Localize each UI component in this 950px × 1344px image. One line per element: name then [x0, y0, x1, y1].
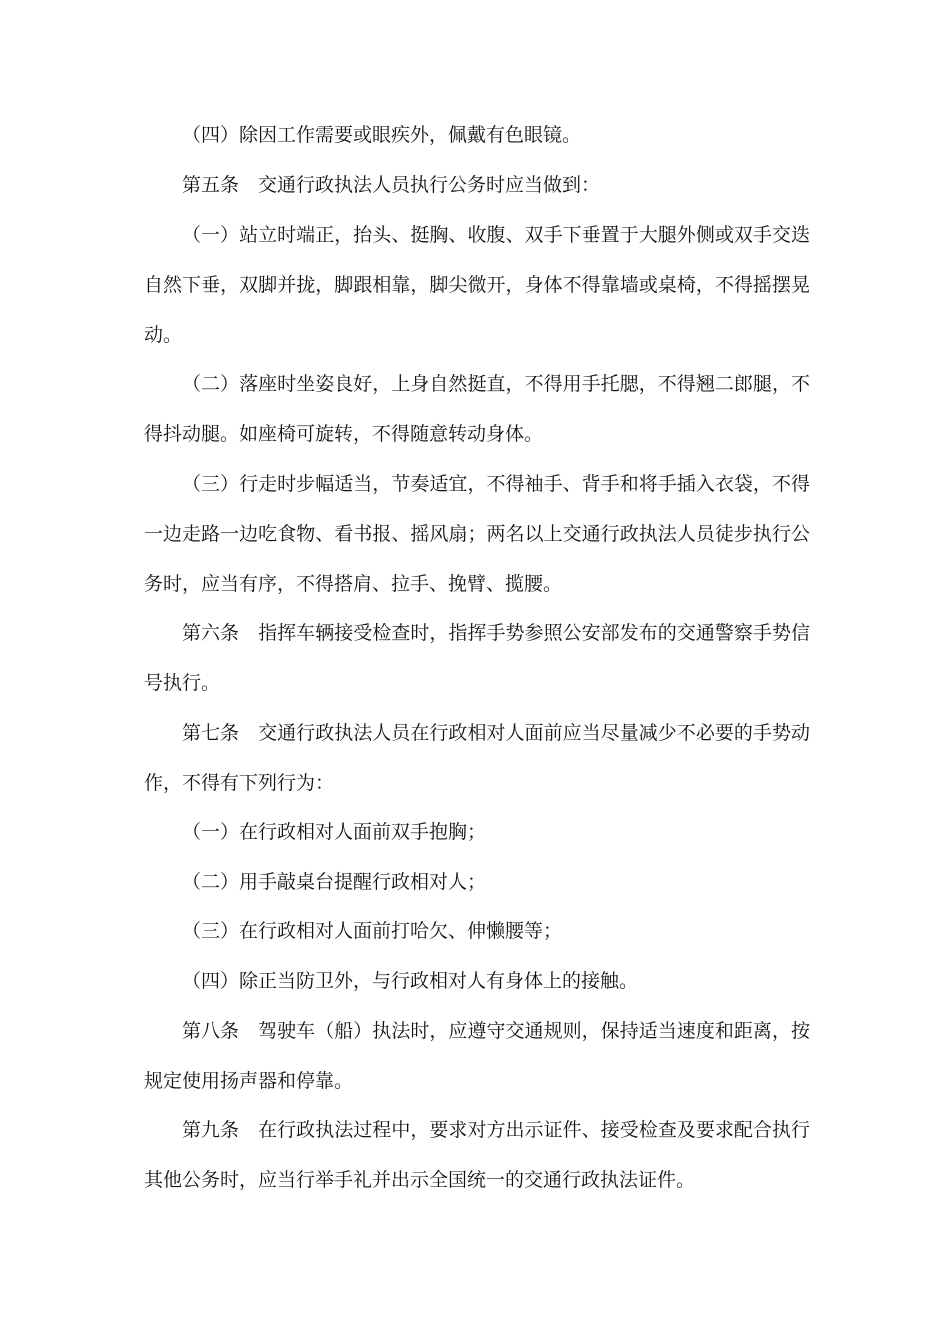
paragraph-article-8: 第八条 驾驶车（船）执法时，应遵守交通规则，保持适当速度和距离，按规定使用扬声器和停靠。 — [144, 1020, 810, 1092]
paragraph-article-5: 第五条 交通行政执法人员执行公务时应当做到： — [182, 174, 601, 196]
paragraph-clause-1-arms: （一）在行政相对人面前双手抱胸； — [182, 821, 487, 843]
paragraph-clause-4-contact: （四）除正当防卫外，与行政相对人有身体上的接触。 — [182, 970, 639, 992]
paragraph-article-9: 第九条 在行政执法过程中，要求对方出示证件、接受检查及要求配合执行其他公务时，应当行举手礼并出示全国统一的交通行政执法证件。 — [144, 1119, 810, 1191]
paragraph-clause-4-sunglasses: （四）除因工作需要或眼疾外，佩戴有色眼镜。 — [182, 124, 582, 146]
paragraph-clause-1-standing: （一）站立时端正，抬头、挺胸、收腹、双手下垂置于大腿外侧或双手交迭自然下垂，双脚并拢，脚跟相靠，脚尖微开，身体不得靠墙或桌椅，不得摇摆晃动。 — [144, 224, 810, 346]
paragraph-clause-2-knocking: （二）用手敲桌台提醒行政相对人； — [182, 871, 487, 893]
paragraph-article-7: 第七条 交通行政执法人员在行政相对人面前应当尽量减少不必要的手势动作，不得有下列行为： — [144, 722, 810, 794]
paragraph-clause-2-sitting: （二）落座时坐姿良好，上身自然挺直，不得用手托腮，不得翘二郎腿，不得抖动腿。如座椅可旋转，不得随意转动身体。 — [144, 373, 810, 445]
paragraph-clause-3-walking: （三）行走时步幅适当，节奏适宜，不得袖手、背手和将手插入衣袋，不得一边走路一边吃食物、看书报、摇风扇；两名以上交通行政执法人员徒步执行公务时，应当有序，不得搭肩、拉手、挽臂、揽腰。 — [144, 473, 810, 595]
paragraph-article-6: 第六条 指挥车辆接受检查时，指挥手势参照公安部发布的交通警察手势信号执行。 — [144, 622, 810, 694]
paragraph-clause-3-yawning: （三）在行政相对人面前打哈欠、伸懒腰等； — [182, 920, 563, 942]
